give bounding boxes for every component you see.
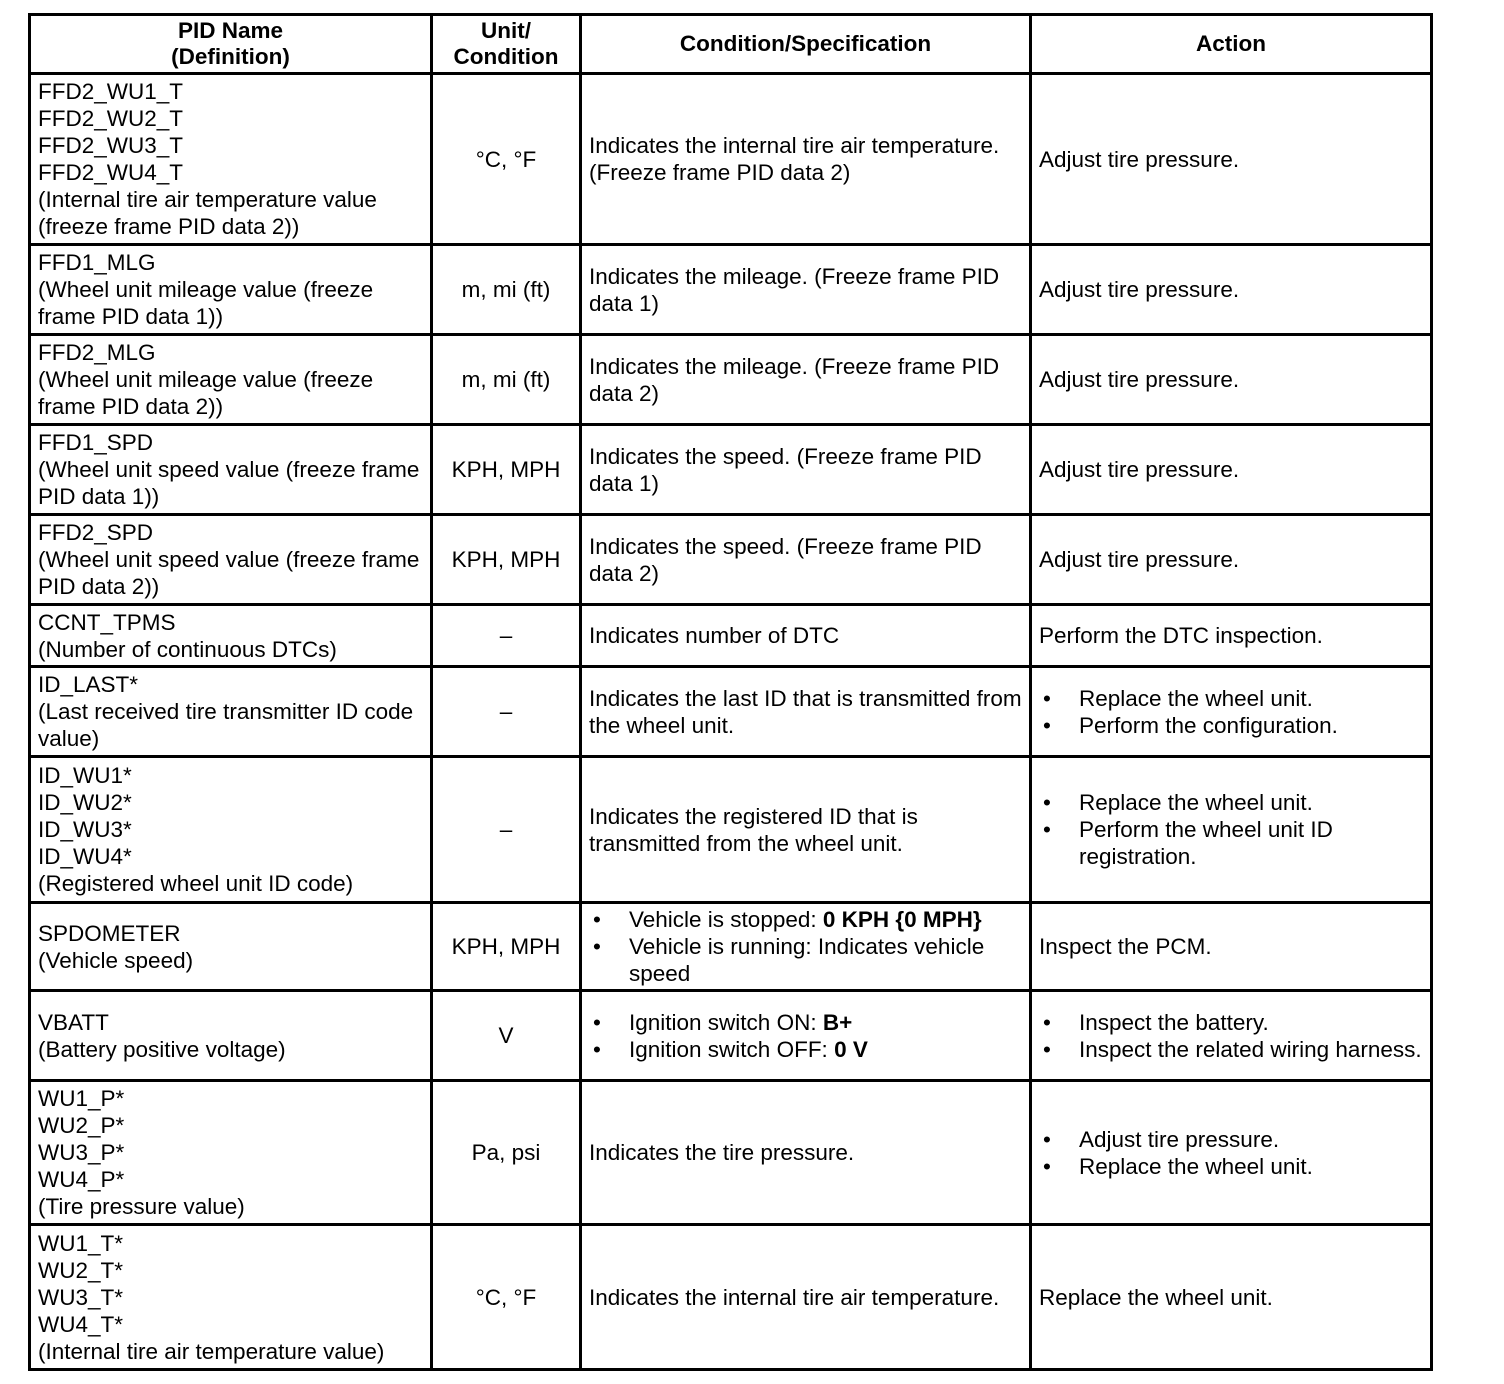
pid-line: (Internal tire air temperature value (freeze frame PID data 2)) [38,187,377,239]
bold-value: 0 KPH {0 MPH} [822,907,982,932]
action-cell [1031,757,1432,903]
bullet-text: Inspect the battery. [1079,1009,1269,1035]
bullet-text: Ignition switch ON: [629,1009,823,1035]
unit-cell: °C, °F [432,74,581,245]
condition-cell: Indicates the speed. (Freeze frame PID data 1) [581,425,1031,515]
pid-line: (Wheel unit mileage value (freeze frame PID data 2)) [38,367,374,419]
pid-line: FFD2_SPD [38,520,154,545]
bullet-text: Vehicle is running: Indicates vehicle speed [629,934,985,986]
pid-line: ID_WU1* [38,763,132,788]
pid-line: (Tire pressure value) [38,1194,245,1219]
bullet-list [1039,685,1423,739]
table-row [30,245,1432,335]
pid-line: FFD2_MLG [38,340,156,365]
pid-line: (Number of continuous DTCs) [38,636,337,662]
bullet-list [589,1009,1022,1063]
action-cell: Adjust tire pressure. [1031,515,1432,605]
unit-cell: KPH, MPH [432,515,581,605]
action-cell: Adjust tire pressure. [1031,425,1432,515]
pid-line: WU2_T* [38,1257,124,1283]
unit-cell: V [432,991,581,1081]
bullet-text: Replace the wheel unit. [1079,1153,1313,1179]
condition-cell: Indicates the speed. (Freeze frame PID data 2) [581,515,1031,605]
bullet-item [1039,685,1423,712]
condition-cell [581,903,1031,991]
unit-cell: – [432,605,581,667]
pid-line: WU3_T* [38,1284,124,1310]
bold-value: B+ [822,1009,853,1035]
header-condition: Condition/Specification [581,15,1031,74]
pid-line: (Internal tire air temperature value) [38,1338,385,1364]
condition-cell [581,991,1031,1081]
table-row [30,903,1432,991]
pid-line: WU1_P* [38,1086,125,1111]
pid-name-cell [30,335,432,425]
pid-line: (Registered wheel unit ID code) [38,871,354,896]
pid-line: (Wheel unit speed value (freeze frame PID data 2)) [38,547,420,599]
unit-cell: KPH, MPH [432,425,581,515]
bullet-item [589,1036,1022,1063]
pid-line: (Wheel unit speed value (freeze frame PID data 1)) [38,457,420,509]
table-row [30,667,1432,757]
action-cell [1031,991,1432,1081]
pid-line: WU4_T* [38,1311,124,1337]
unit-cell: Pa, psi [432,1081,581,1225]
table-row [30,991,1432,1081]
bold-value: 0 V [834,1036,868,1062]
pid-line: FFD2_WU1_T [38,79,184,104]
bullet-item [1039,1009,1423,1036]
bullet-item [589,1009,1022,1036]
bullet-list [1039,1009,1423,1063]
unit-cell: m, mi (ft) [432,335,581,425]
bullet-text: Ignition switch OFF: [629,1036,835,1062]
pid-name-cell [30,667,432,757]
bullet-item [1039,1126,1423,1153]
bullet-text: Replace the wheel unit. [1079,685,1313,711]
bullet-item [1039,789,1423,816]
unit-cell: KPH, MPH [432,903,581,991]
condition-cell: Indicates the internal tire air temperature. [581,1225,1031,1370]
pid-name-cell [30,605,432,667]
table-row [30,335,1432,425]
unit-cell: – [432,757,581,903]
pid-line: ID_WU3* [38,817,132,842]
pid-line: (Battery positive voltage) [38,1036,286,1062]
bullet-item [589,906,1022,933]
condition-cell: Indicates the tire pressure. [581,1081,1031,1225]
pid-line: WU3_P* [38,1140,125,1165]
bullet-text: Perform the configuration. [1079,712,1338,738]
bullet-text: Inspect the related wiring harness. [1079,1036,1422,1062]
condition-cell: Indicates the mileage. (Freeze frame PID data 2) [581,335,1031,425]
unit-cell: °C, °F [432,1225,581,1370]
condition-cell: Indicates the last ID that is transmitted from the wheel unit. [581,667,1031,757]
pid-line: WU2_P* [38,1113,125,1138]
pid-name-cell [30,425,432,515]
bullet-text: Perform the wheel unit ID registration. [1079,817,1333,869]
header-row [30,15,1432,74]
bullet-text: Adjust tire pressure. [1079,1126,1280,1152]
bullet-item [589,933,1022,987]
table-row [30,425,1432,515]
pid-line: FFD2_WU3_T [38,133,184,158]
action-cell: Adjust tire pressure. [1031,74,1432,245]
unit-cell: – [432,667,581,757]
bullet-item [1039,816,1423,870]
header-unit: Unit/ Condition [432,15,581,74]
action-cell: Inspect the PCM. [1031,903,1432,991]
pid-line: CCNT_TPMS [38,609,176,635]
condition-cell: Indicates the internal tire air temperature. (Freeze frame PID data 2) [581,74,1031,245]
action-cell: Perform the DTC inspection. [1031,605,1432,667]
pid-name-cell [30,1081,432,1225]
bullet-list [589,906,1022,987]
table-row [30,1081,1432,1225]
pid-table [28,13,1433,1371]
condition-cell: Indicates the registered ID that is transmitted from the wheel unit. [581,757,1031,903]
action-cell: Replace the wheel unit. [1031,1225,1432,1370]
pid-line: ID_WU4* [38,844,132,869]
pid-line: VBATT [38,1009,109,1035]
pid-line: (Last received tire transmitter ID code value) [38,699,414,751]
pid-line: ID_LAST* [38,672,139,697]
header-pid-name: PID Name (Definition) [30,15,432,74]
bullet-list [1039,789,1423,870]
pid-line: (Vehicle speed) [38,947,194,973]
condition-cell: Indicates the mileage. (Freeze frame PID data 1) [581,245,1031,335]
action-cell [1031,667,1432,757]
unit-cell: m, mi (ft) [432,245,581,335]
pid-line: FFD2_WU2_T [38,106,184,131]
pid-line: FFD1_MLG [38,250,156,275]
action-cell: Adjust tire pressure. [1031,335,1432,425]
bullet-text: Vehicle is stopped: [629,907,823,932]
action-cell [1031,1081,1432,1225]
pid-name-cell [30,74,432,245]
table-row [30,605,1432,667]
pid-name-cell [30,903,432,991]
table-row [30,74,1432,245]
pid-name-cell [30,245,432,335]
pid-name-cell [30,991,432,1081]
bullet-item [1039,712,1423,739]
bullet-text: Replace the wheel unit. [1079,790,1313,815]
table-row [30,515,1432,605]
pid-name-cell [30,757,432,903]
action-cell: Adjust tire pressure. [1031,245,1432,335]
pid-name-cell [30,1225,432,1370]
bullet-item [1039,1153,1423,1180]
bullet-list [1039,1126,1423,1180]
pid-name-cell [30,515,432,605]
pid-line: SPDOMETER [38,920,181,946]
pid-line: WU1_T* [38,1230,124,1256]
pid-line: WU4_P* [38,1167,125,1192]
pid-line: (Wheel unit mileage value (freeze frame PID data 1)) [38,277,374,329]
bullet-item [1039,1036,1423,1063]
header-action: Action [1031,15,1432,74]
pid-line: FFD1_SPD [38,430,154,455]
table-row [30,757,1432,903]
pid-line: FFD2_WU4_T [38,160,184,185]
condition-cell: Indicates number of DTC [581,605,1031,667]
table-row [30,1225,1432,1370]
pid-line: ID_WU2* [38,790,132,815]
